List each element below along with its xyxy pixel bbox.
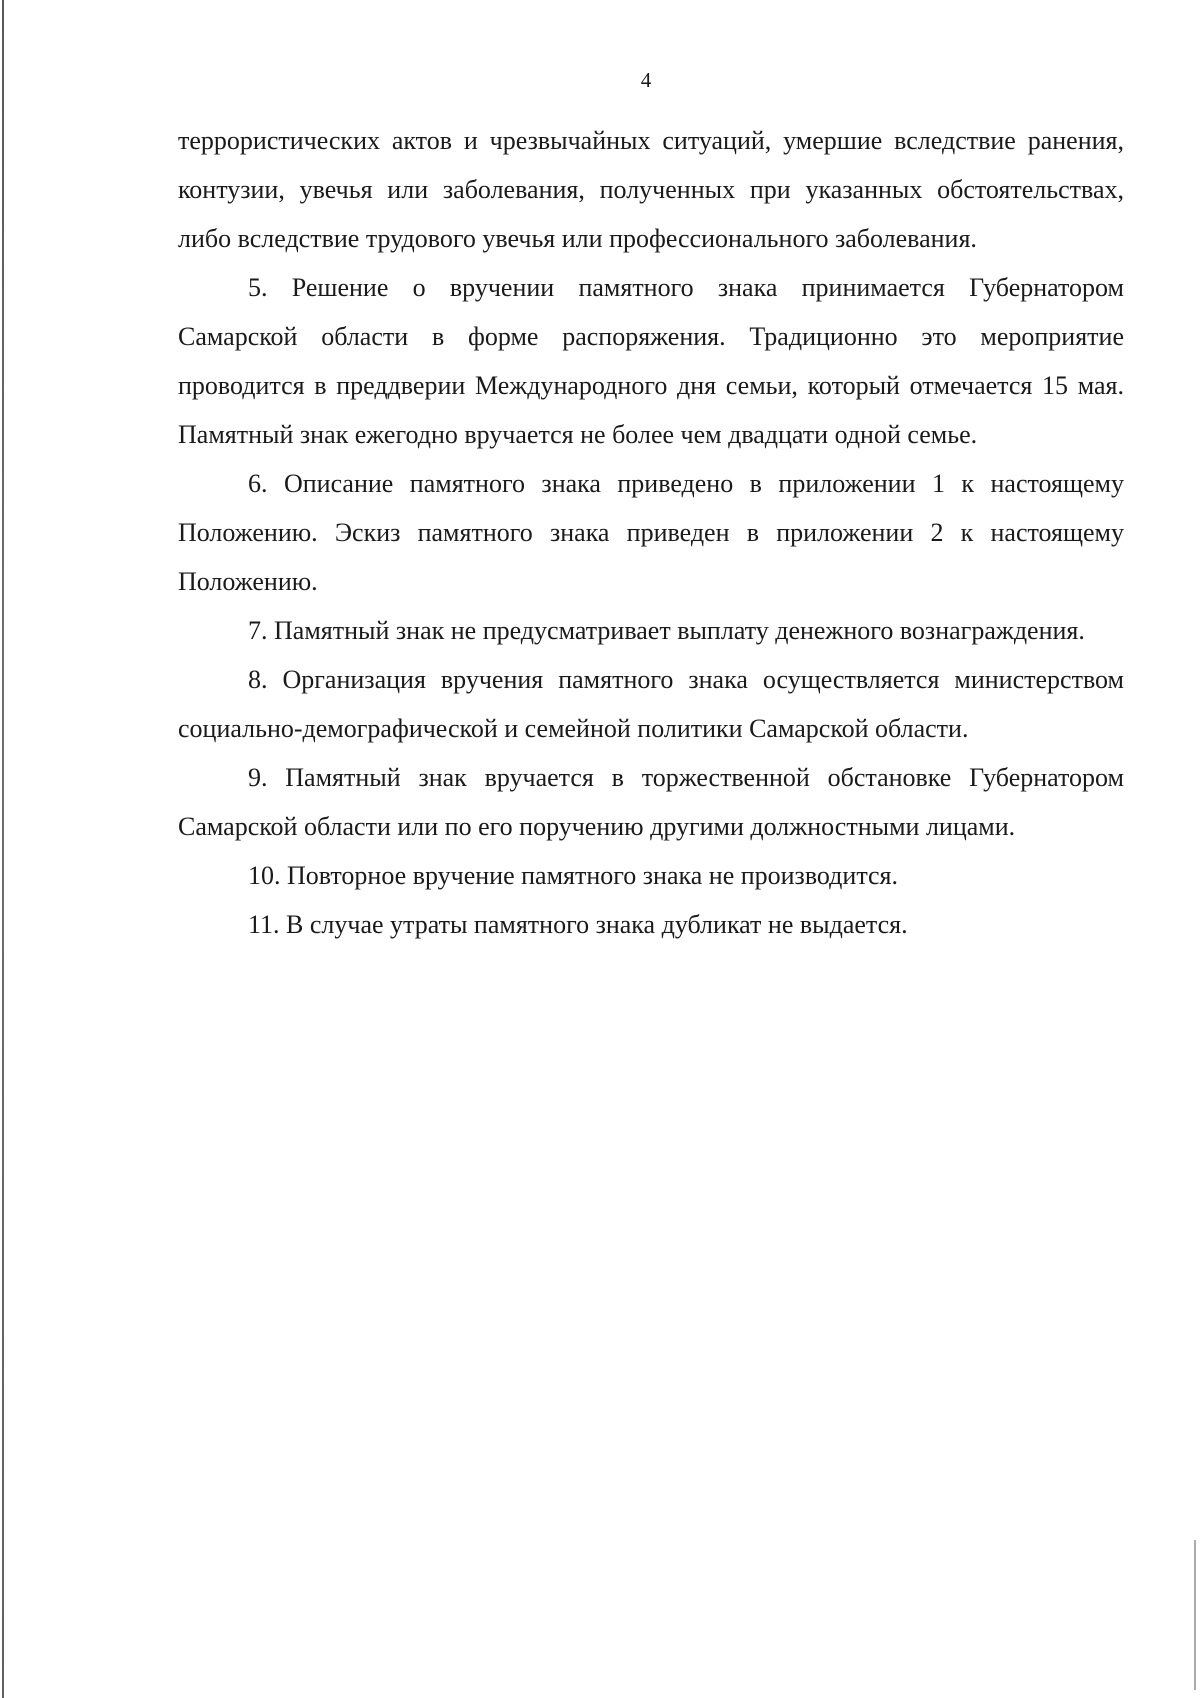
- paragraph-5: 5. Решение о вручении памятного знака принимается Губернатором Самарской области в форме распоряжения. Традиционно это мероприятие проводится в преддверии Международного дня семьи, который отмечается 15 мая. Памятный знак ежегодно вручается не более чем двадцати одной семье.: [178, 273, 1124, 449]
- paragraph-8: 8. Организация вручения памятного знака осуществляется министерством социально-демографической и семейной политики Самарской области.: [178, 665, 1124, 743]
- paragraph-continuation: террористических актов и чрезвычайных ситуаций, умершие вследствие ранения, контузии, увечья или заболевания, полученных при указанных обстоятельствах, либо вследствие трудового увечья или профессионального заболевания.: [178, 126, 1124, 253]
- scan-edge-left: [2, 0, 4, 1698]
- paragraph-11: 11. В случае утраты памятного знака дубликат не выдается.: [248, 910, 908, 939]
- paragraph-7: 7. Памятный знак не предусматривает выплату денежного вознаграждения.: [248, 616, 1085, 645]
- document-body: [178, 116, 1124, 949]
- scan-edge-right: [1194, 1540, 1196, 1690]
- paragraph-9: 9. Памятный знак вручается в торжественной обстановке Губернатором Самарской области или по его поручению другими должностными лицами.: [178, 763, 1124, 841]
- paragraph-6: 6. Описание памятного знака приведено в приложении 1 к настоящему Положению. Эскиз памятного знака приведен в приложении 2 к настоящему Положению.: [178, 469, 1124, 596]
- paragraph-10: 10. Повторное вручение памятного знака не производится.: [248, 861, 898, 890]
- page-number: 4: [640, 68, 652, 92]
